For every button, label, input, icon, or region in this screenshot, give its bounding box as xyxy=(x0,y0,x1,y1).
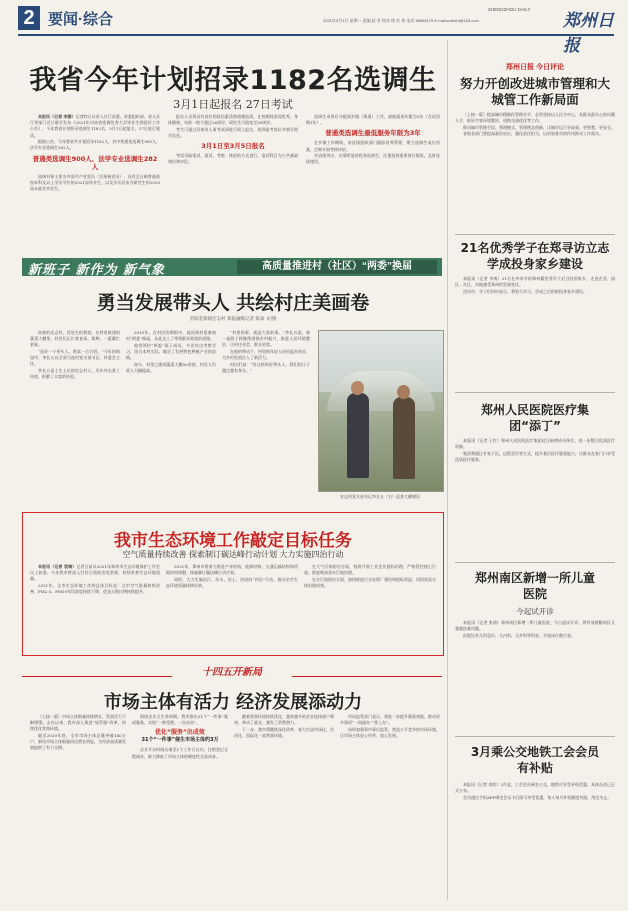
market-inset-title: 优化“服务”出成效 xyxy=(155,729,205,737)
eco-headline: 我市生态环境工作敲定目标任务 xyxy=(114,531,352,551)
photo-person-left xyxy=(347,393,369,478)
date-line: 2021年3月1日 星期一 责编 赵 芳 校对 徐 宏 伟 电话 56565179 E-mail:zzrbzhi@163.com xyxy=(323,18,479,23)
photo-head-right xyxy=(397,385,410,399)
main-para: 对表现突出、实绩明显的优秀选调生，注重放到重要岗位锻炼，及时选拔使用。 xyxy=(306,153,440,165)
eco-para: 同时，大力实施治污、治水、治土、治固的“四治”行动，推动全市生态环境质量持续好转。 xyxy=(166,576,298,588)
sidebar-kicker: 郑州日报 今日评论 xyxy=(506,64,564,71)
market-inset xyxy=(132,729,228,744)
feature-banner-subtitle: 高质量推进村（社区）“两委”换届 xyxy=(237,260,437,274)
hospital-body xyxy=(455,438,615,538)
page-header xyxy=(18,4,618,56)
school-subtitle: 今起试开诊 xyxy=(516,607,554,616)
transit-para: 会员通过手机APP绑定会员卡后即可享受优惠，每人每月补贴额度有限，用完为止。 xyxy=(463,794,612,800)
main-byline: 本报讯（记者 李娜） xyxy=(38,114,76,119)
eco-para: 在大气污染防治方面，持续开展工业企业提标治理，严格管控扬尘污染，推进柴油货车污染治理。 xyxy=(304,564,436,576)
market-para: 同时加强事中事后监管，营造公平竞争的市场环境，让市场主体安心经营、放心发展。 xyxy=(340,726,440,738)
main-col-3 xyxy=(306,114,440,314)
main-para: 考生可通过河南省人事考试网进行网上报名，选择报考岗位并填写相关信息。 xyxy=(168,126,298,138)
school-title: 郑州南区新增一所儿童医院 xyxy=(474,571,595,601)
feature-col-2 xyxy=(126,330,216,500)
transit-body xyxy=(455,782,615,902)
feature-col-1 xyxy=(30,330,120,500)
talent-title: 21名优秀学子在郑寻访立志学成投身家乡建设 xyxy=(460,241,610,271)
feature-para: 在他的带动下，村里的年轻人纷纷返乡创业，为乡村发展注入了新活力。 xyxy=(222,349,310,361)
section-label: 要闻·综合 xyxy=(48,11,113,28)
eco-col-3 xyxy=(304,564,436,650)
feature-para: 李长五是土生土长的宏志村人，早年外出务工经商，积累了丰富的经验。 xyxy=(30,368,120,380)
talent-para: 本报讯（记者 李爽）21名在外求学的郑州籍优秀学子近日回到家乡，走进企业、园区、社区，实地感受郑州的发展变化。 xyxy=(455,276,615,288)
talent-para: 活动中，学子们纷纷表示，将努力学习，学成之后积极投身家乡建设。 xyxy=(463,288,587,294)
market-para: （上接一版）市场主体数量持续增长，发展活力不断增强。去年以来，我市深入推进“放管服”改革，持续优化营商环境。 xyxy=(30,714,126,732)
main-subhead-3: 普通类选调生最低服务年限为3年 xyxy=(325,129,421,138)
market-banner-label: 十四五开新局 xyxy=(172,663,292,678)
market-headline: 市场主体有活力 经济发展添动力 xyxy=(103,692,363,713)
commentary-para: 推动城市管理手段、管理模式、管理理念创新，让城市运行更高效、更智慧、更安全。 xyxy=(463,124,615,130)
transit-title: 3月乘公交地铁工会会员有补贴 xyxy=(470,745,600,775)
page-number: 2 xyxy=(18,6,40,30)
main-para: 考试采取笔试、面试、考察、体检的方式进行，笔试科目为公共基础知识和申论。 xyxy=(168,153,298,165)
market-col-4 xyxy=(340,714,440,900)
eco-para: 在水污染防治方面，加快推进污水处理厂建设和提标改造，巩固黑臭水体治理成效。 xyxy=(304,576,436,588)
market-para: 市场监管部门表示，将进一步提升服务效能，推动更多事项“一网通办”“掌上办”。 xyxy=(340,714,440,726)
market-col-1 xyxy=(30,714,126,900)
market-para: 企业开办时间压缩至1个工作日以内，注销登记全程网办，极大降低了市场主体的制度性交易成本。 xyxy=(132,747,228,759)
photo-person-right xyxy=(393,397,415,479)
market-para: 截至2020年底，全市市场主体总量突破140万户，新设市场主体数量同比增长明显，为经济高质量发展提供了有力支撑。 xyxy=(30,733,126,751)
talent-body xyxy=(455,276,615,386)
feature-para: 村民们说：“有这样的好带头人，我们的日子越过越有奔头。” xyxy=(222,361,310,373)
main-para: 选调对象主要为中国共产党党员（含预备党员）、具有全日制普通高校本科及以上学历学位的2021届毕业生，以及学历层次为研究生的2020届未就业毕业生。 xyxy=(30,173,160,192)
commentary-para: 各级各部门要提高政治站位，强化责任担当，以更加务实的作风推动工作落实。 xyxy=(463,131,603,137)
commentary-para: （上接一版）提高城市精细化管理水平，必须坚持以人民为中心，从群众最关心的问题入手，抓好市容环境整治、道路交通优化等工作。 xyxy=(455,112,615,124)
main-subheadline: 3月1日起报名 27日考试 xyxy=(173,98,293,111)
school-para: 医院设有儿科急诊、儿内科、儿外科等科室，开放床位数百张。 xyxy=(463,632,575,638)
market-banner xyxy=(22,664,442,677)
eco-para: 2021年，郑州市将着力推进产业结构、能源结构、交通运输结构和用地结构调整，探索制订碳达峰行动计划。 xyxy=(166,564,298,576)
eco-para: 记者日前从2021年郑州市生态环境保护工作会议上获悉，今年我市将深入打好污染防治攻坚战，持续改善生态环境质量。 xyxy=(30,564,160,582)
feature-para: 如今，村里已建成蔬菜大棚50余座，村民人均收入大幅提高。 xyxy=(126,361,216,373)
feature-photo xyxy=(318,330,444,492)
feature-para: 2015年，在村民的期盼中，他回到村里参加村“两委”换届，从此走上了带领群众致富的道路。 xyxy=(126,330,216,342)
market-para: 下一步，我市将继续深化改革，着力打造市场化、法治化、国际化一流营商环境。 xyxy=(234,726,334,738)
feature-headline: 勇当发展带头人 共绘村庄美画卷 xyxy=(96,292,370,314)
commentary-body xyxy=(455,112,615,230)
hospital-title: 郑州人民医院医疗集团“添丁” xyxy=(480,403,589,433)
feature-para: 初春的宏志村，处处生机勃勃。在村里新建的蔬菜大棚里，村民们正忙着育苗、栽种，一派繁忙景象。 xyxy=(30,330,120,348)
feature-banner xyxy=(22,258,442,276)
hospital-para: 集团将通过专家下沉、远程会诊等方式，提升基层医疗服务能力，让群众在家门口享受优质医疗服务。 xyxy=(455,450,615,462)
feature-photo-caption: 宏志村党支部书记李长五（右）巡查大棚建设 xyxy=(340,494,420,499)
eco-col-1 xyxy=(30,564,160,650)
eco-subheadline: 空气质量持续改善 探索制订碳达峰行动计划 大力实施四治行动 xyxy=(122,550,344,559)
main-para: 根据公告，今年我省共计划招录1182人，其中普通类选调生900人，法学专业选调生282人。 xyxy=(30,139,160,151)
main-subhead-2: 3月1日至3月5日报名 xyxy=(201,142,265,151)
market-para: 围绕企业全生命周期，我市推出31个“一件事”集成服务，实现“一窗受理、一次办结”。 xyxy=(132,714,228,726)
market-inset-subtitle: 31个“一件事”催生市场主体约3万 xyxy=(141,737,219,744)
school-body xyxy=(455,620,615,716)
feature-para: “选好一个带头人，带富一方百姓。”今年的换届中，李长五以全票当选村党支部书记、村委会主任。 xyxy=(30,349,120,367)
feature-para: “村里的事，就是大家的事。”李长五说，新一届班子将继续围绕乡村振兴，推进人居环境整治，让村庄更美、群众更富。 xyxy=(222,330,310,348)
commentary-title: 努力开创改进城市管理和大城管工作新局面 xyxy=(459,76,610,107)
main-para: 记者昨日从省人社厅获悉，省委组织部、省人社厅等部门近日联合发布《2021年河南省选调优秀大学毕业生到基层工作公告》，今年我省计划招录选调生1182名，3月1日起报名，27日进行笔试。 xyxy=(30,114,160,138)
main-para: 报名人员须具有良好的政治素质和道德品质，在校期间表现优秀，身体健康，年龄一般不超过26周岁，研究生可放宽至30周岁。 xyxy=(168,114,298,126)
masthead-pinyin: ZHENGZHOU DAILY xyxy=(488,7,531,12)
main-para: 在乡镇工作期间，由县级组织部门跟踪培养管理，建立选调生成长档案，定期开展考核评价。 xyxy=(306,140,440,152)
photo-head-left xyxy=(351,381,364,395)
main-col-2 xyxy=(168,114,298,314)
feature-para: 他带领村“两委”班子成员，多次外出考察学习，结合本村实际，确定了发展特色种植产业的思路。 xyxy=(126,342,216,361)
market-para: 随着营商环境持续优化，越来越多的企业选择落户郑州，带动了就业，激发了消费潜力。 xyxy=(234,714,334,726)
school-para: 本报讯（记者 张倩）郑州南区新增一所儿童医院，今日起试开诊，将有效缓解南区儿童就医难问题。 xyxy=(455,620,615,632)
main-para: 选调生录用后分配到乡镇（街道）工作，最低服务年限为3年（含试用期1年）。 xyxy=(306,114,440,126)
eco-col-2 xyxy=(166,564,298,650)
main-headline: 我省今年计划招录1182名选调生 xyxy=(29,65,437,96)
market-col-3 xyxy=(234,714,334,900)
feature-byline: 荥阳金寨镇宏志村 郑报融媒记者 陈泰 文/图 xyxy=(189,317,277,322)
eco-para: 2021年，全市生态环境工作的总体目标是：全市空气质量持续改善，PM2.5、PM10年均浓度持续下降，优良天数比例持续提升。 xyxy=(30,583,160,595)
feature-col-3 xyxy=(222,330,310,500)
masthead: 郑州日报 xyxy=(563,11,614,56)
feature-banner-title: 新班子 新作为 新气象 xyxy=(28,263,166,278)
main-subhead-1: 普通类选调生900人、法学专业选调生282人 xyxy=(32,154,158,171)
main-col-1 xyxy=(30,114,160,314)
eco-byline: 本报讯（记者 袁瑞） xyxy=(38,564,77,569)
transit-para: 本报讯（记者 刘欣）3月起，工会会员乘坐公交、地铁可享受补贴优惠，具体办法已正式公布。 xyxy=(455,782,615,794)
hospital-para: 本报讯（记者 王红）郑州人民医院医疗集团近日新增成员单位，进一步整合优质医疗资源。 xyxy=(455,438,615,450)
market-col-2 xyxy=(132,714,228,900)
